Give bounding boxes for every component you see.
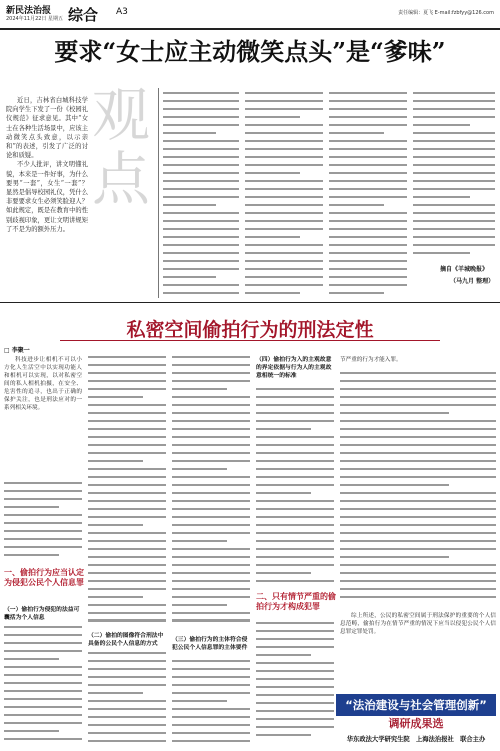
article2-column-3 [172,356,250,630]
article2-column-1-lines [4,482,82,564]
article2-column-3-lines-b [172,660,250,746]
decorative-char-guan: 观 [92,81,151,149]
article1-column-4 [329,92,407,298]
article2-author: □ 李聚一 [4,347,30,354]
article1-para2: 不少人批评，讲文明懂礼貌，本来是一件好事，为什么要男“一套”，女生“一套”？显然是倡导校园礼仪，凭什么非要要求女生必须笑脸迎人？如此规定，既是在教育中的性别歧视印象，更让文明讲规矩了不是为的额外压力。 [6,161,88,233]
article2-column-1 [4,356,82,476]
article1-column-3 [245,92,323,298]
article2-title: 私密空间偷拍行为的刑法定性 [126,319,374,341]
article1-column-5 [413,92,495,260]
article2-column-5 [340,372,496,608]
article2-subheading-4: （四）偷拍行为入的主观故意的界定依据与行为人的主观故意相统一的标准 [256,357,332,379]
article2-column-4-lines-b [256,622,334,746]
article1-headline: 要求“女士应主动微笑点头”是“爹味” [54,37,446,66]
article2-ending-block [340,612,496,688]
article1-compiler: （马九月 整理） [450,278,495,285]
article2-heading-1: 一、偷拍行为应当认定为侵犯公民个人信息罪 [4,568,84,587]
promo-banner: “法治建设与社会管理创新” [336,694,496,716]
article1-lead: 近日，吉林省白城科技学院向学生下发了一份《校园礼仪规范》征求意见。其中“女士在各种生活场景中，应该主动微笑点头致意，以示亲和”的表述，引发了广泛的讨论和质疑。 [6,97,88,160]
promo-subtitle: 调研成果选 [388,717,444,730]
article1-source: 摘自《羊城晚报》 [440,266,489,273]
newspaper-logo: 新民法治报 [6,6,52,16]
decorative-char-dian: 点 [92,145,151,213]
article2-subheading-3: （三）偷拍行为的主体符合侵犯公民个人信息罪的主体要件 [172,637,248,651]
article2-heading-2: 二、只有情节严重的偷拍行为才构成犯罪 [256,592,336,611]
promo-sponsors: 华东政法大学研究生院 上海法治报社 联合主办 [346,736,486,743]
article1-lead-column [6,96,88,268]
page-number: A3 [116,7,128,17]
article2-subheading-2: （二）偷拍的图像符合刑法中具备的公民个人信息的方式 [88,633,164,647]
section-title: 综合 [68,6,99,24]
article2-column-1-lines-b [4,626,82,746]
article1-column-2 [163,92,239,298]
article2-subheading-1: （一）偷拍行为侵犯的法益可囊括为个人信息 [4,607,80,621]
article2-column-4 [256,388,334,588]
article2-column-2 [88,356,166,626]
issue-date: 2024年11月22日 星期五 [6,16,64,22]
article2-col6-tail [340,356,496,368]
title-underline [60,340,440,341]
article2-column-2-lines-b [88,652,166,746]
article2-intro: 科技进步让相机不可以小方化人生活空中以实现功能人和相机可以实现，以对私密空间的私人相机拍摄，在安全、危害性的追寻，也出于正确的保护关注，也是刑法应对的一系列相关环境。 [4,357,82,411]
column-divider [158,88,159,298]
section-separator [0,302,500,303]
editor-credit: 责任编辑：夏飞 E-mail:fzbfyy@126.com [398,10,494,16]
article2-ending: 综上所述，公民的私密空间属于刑法保护的重要的个人信息范畴，偷拍行为在情节严重的情况下应当以侵犯公民个人信息罪定罪处罚。 [340,613,496,635]
article2-col6-tail-text: 节严重的行为才能入罪。 [340,357,402,363]
